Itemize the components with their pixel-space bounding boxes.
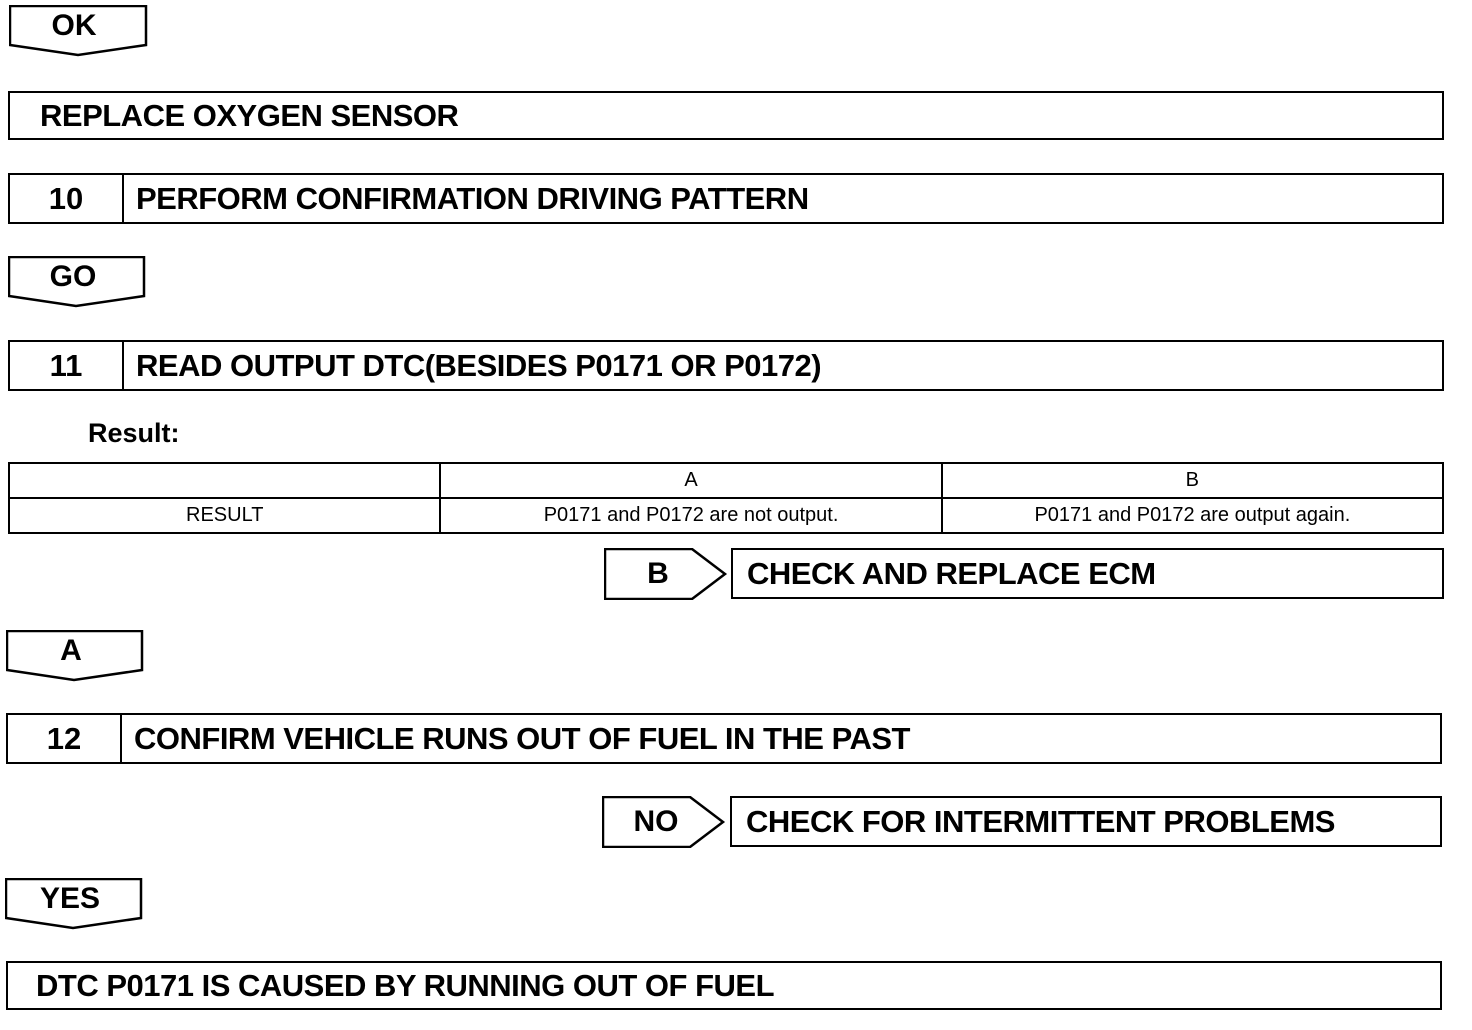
conclusion-box [6, 961, 1442, 1010]
result-table-row [9, 498, 1443, 533]
result-table-header-row [9, 463, 1443, 498]
step-12-title: CONFIRM VEHICLE RUNS OUT OF FUEL IN THE PAST [134, 720, 910, 756]
conclusion-text: DTC P0171 IS CAUSED BY RUNNING OUT OF FUEL [36, 967, 775, 1003]
replace-oxygen-sensor-text: REPLACE OXYGEN SENSOR [40, 97, 459, 133]
step-11-number: 11 [10, 342, 124, 389]
result-table-cell-a: P0171 and P0172 are not output. [440, 498, 941, 533]
step-10-title: PERFORM CONFIRMATION DRIVING PATTERN [136, 180, 809, 216]
ok-tag [9, 5, 149, 57]
step-10-number: 10 [10, 175, 124, 222]
result-table [8, 462, 1444, 534]
check-replace-ecm-box [731, 548, 1444, 599]
check-intermittent-text: CHECK FOR INTERMITTENT PROBLEMS [746, 803, 1335, 839]
b-branch-tag-label: B [647, 557, 669, 590]
b-branch-tag [604, 548, 728, 600]
check-intermittent-box [730, 796, 1442, 847]
go-tag-label: GO [49, 260, 97, 293]
result-label: Result: [88, 418, 180, 448]
result-table-row-label: RESULT [9, 498, 440, 533]
replace-oxygen-sensor-box [8, 91, 1444, 140]
no-branch-tag [602, 796, 726, 848]
step-12-number: 12 [8, 715, 122, 762]
yes-tag-label: YES [39, 882, 101, 915]
result-table-header-b: B [942, 463, 1443, 498]
go-tag [8, 256, 148, 308]
result-table-cell-b: P0171 and P0172 are output again. [942, 498, 1443, 533]
check-replace-ecm-text: CHECK AND REPLACE ECM [747, 555, 1156, 591]
step-10 [8, 173, 1444, 224]
step-12 [6, 713, 1442, 764]
result-table-header-blank [9, 463, 440, 498]
result-table-header-a: A [440, 463, 941, 498]
a-tag [6, 630, 146, 682]
no-branch-tag-label: NO [633, 805, 679, 838]
yes-tag [5, 878, 145, 930]
step-11 [8, 340, 1444, 391]
step-11-title: READ OUTPUT DTC(BESIDES P0171 OR P0172) [136, 347, 822, 383]
a-tag-label: A [60, 634, 82, 667]
ok-tag-label: OK [51, 9, 97, 42]
